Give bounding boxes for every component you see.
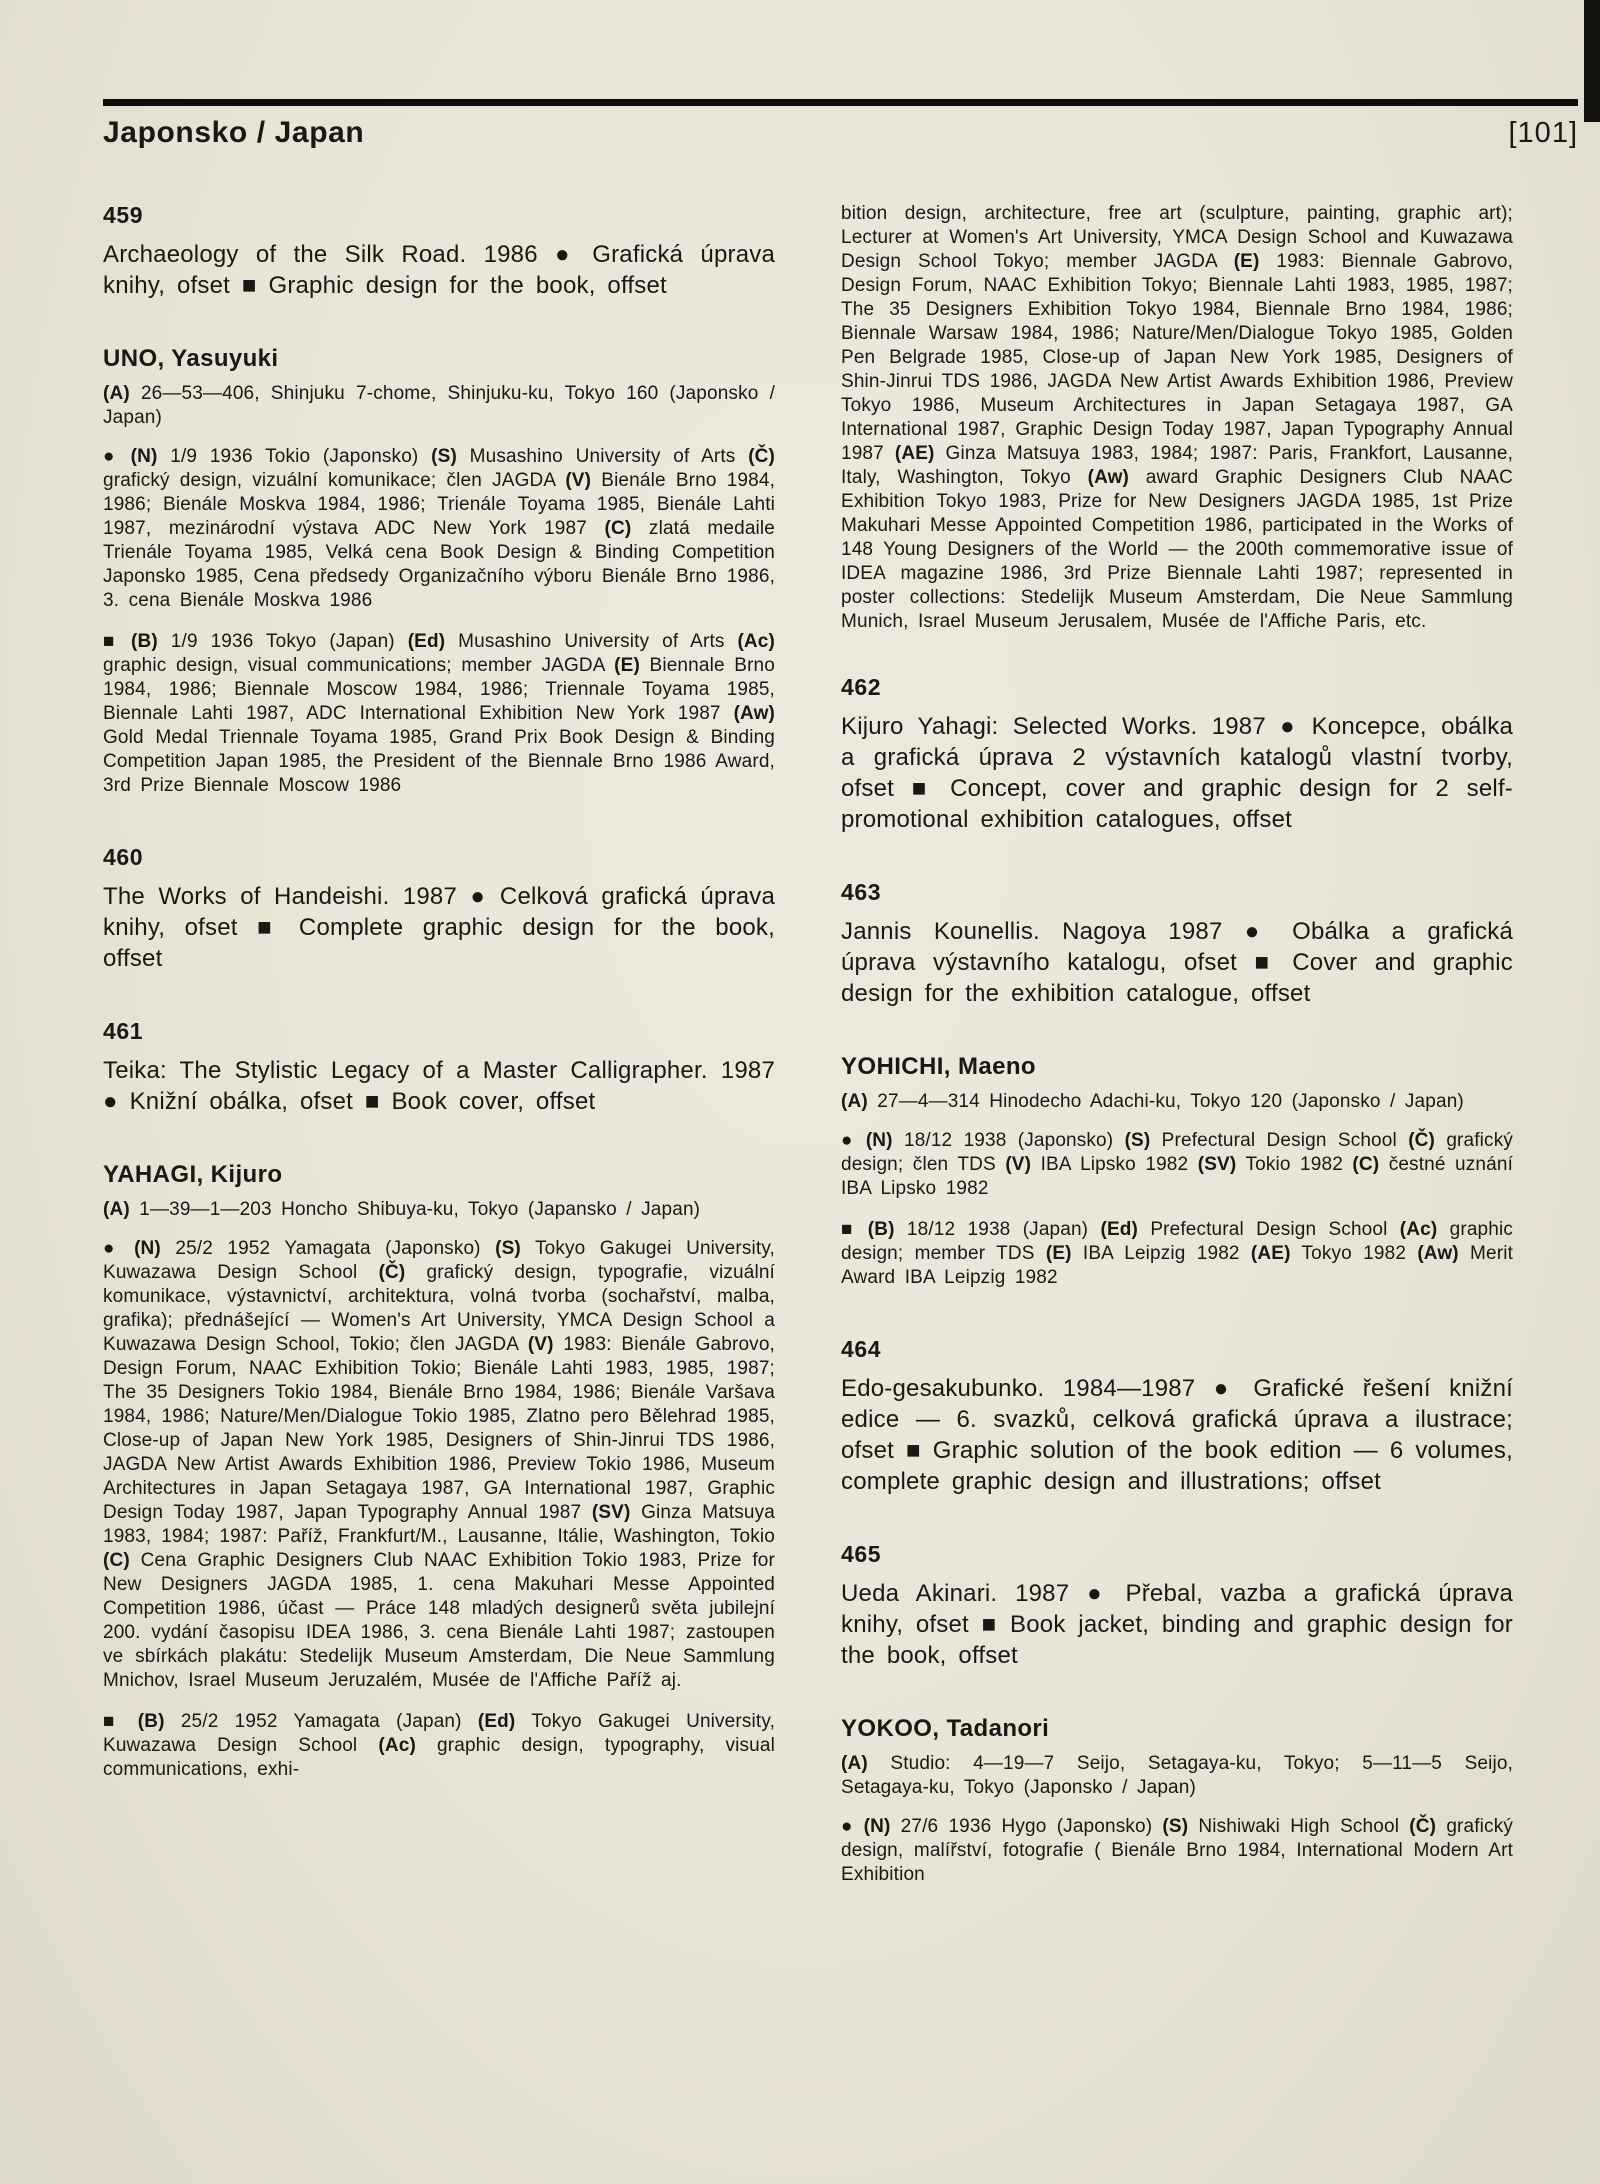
entry-text: Ueda Akinari. 1987 ● Přebal, vazba a grafická úprava knihy, ofset ■ Book jacket, binding and graphic design for the book, offset (841, 1580, 1513, 1669)
designer-bio-czech: ● (N) 1/9 1936 Tokio (Japonsko) (S) Musashino University of Arts (Č) grafický design, vizuální komunikace; člen JAGDA (V) Bienále Brno 1984, 1986; Bienále Moskva 1984, 1986; Trienále Toyama 1985, Bienále Lahti 1987, mezinárodní výstava ADC New York 1987 (C) zlatá medaile Trienále Toyama 1985, Velká cena Book Design & Binding Competition Japonsko 1985, Cena předsedy Organizačního výboru Bienále Brno 1986, 3. cena Bienále Moskva 1986 (103, 446, 776, 611)
entry-number: 463 (841, 879, 882, 905)
entry-number: 460 (103, 844, 144, 870)
entry-text: Edo-gesakubunko. 1984—1987 ● Grafické řešení knižní edice — 6. svazků, celková grafická úprava a ilustrace; ofset ■ Graphic solution of the book edition — 6 volumes, complete graphic design and illustrations; offset (841, 1375, 1513, 1495)
designer-name: YOKOO, Tadanori (841, 1715, 1050, 1742)
catalog-entry-460 (103, 844, 775, 974)
catalog-entry-462 (841, 674, 1513, 835)
designer-name: UNO, Yasuyuki (103, 345, 279, 372)
designer-name: YAHAGI, Kijuro (103, 1161, 283, 1188)
designer-bio-english: ■ (B) 1/9 1936 Tokyo (Japan) (Ed) Musashino University of Arts (Ac) graphic design, visual communications; member JAGDA (E) Biennale Brno 1984, 1986; Biennale Moscow 1984, 1986; Triennale Toyama 1985, Biennale Lahti 1987, ADC International Exhibition New York 1987 (Aw) Gold Medal Triennale Toyama 1985, Grand Prix Book Design & Binding Competition Japan 1985, the President of the Biennale Brno 1986 Award, 3rd Prize Biennale Moscow 1986 (103, 631, 775, 796)
entry-number: 464 (841, 1336, 882, 1362)
catalog-entry-461 (103, 1018, 775, 1117)
entry-number: 462 (841, 674, 882, 700)
designer-address: (A) 1—39—1—203 Honcho Shibuya-ku, Tokyo (Japansko / Japan) (103, 1199, 701, 1220)
designer-bio-czech: ● (N) 18/12 1938 (Japonsko) (S) Prefectural Design School (Č) grafický design; člen TDS (V) IBA Lipsko 1982 (SV) Tokio 1982 (C) čestné uznání IBA Lipsko 1982 (841, 1130, 1513, 1199)
entry-text: Jannis Kounellis. Nagoya 1987 ● Obálka a grafická úprava výstavního katalogu, ofset ■ Cover and graphic design for the exhibition catalogue, offset (841, 918, 1513, 1007)
entry-number: 465 (841, 1541, 882, 1567)
catalog-entry-463 (841, 879, 1513, 1009)
designer-section-yokoo (841, 1715, 1513, 1887)
right-column (841, 202, 1513, 1933)
designer-bio-czech: ● (N) 27/6 1936 Hygo (Japonsko) (S) Nishiwaki High School (Č) grafický design, malířství, fotografie ( Bienále Brno 1984, International Modern Art Exhibition (841, 1816, 1513, 1885)
entry-text: Teika: The Stylistic Legacy of a Master Calligrapher. 1987 ● Knižní obálka, ofset ■ Book cover, offset (103, 1057, 775, 1115)
designer-section-yohichi (841, 1053, 1513, 1290)
entry-text: Kijuro Yahagi: Selected Works. 1987 ● Koncepce, obálka a grafická úprava 2 výstavních katalogů vlastní tvorby, ofset ■ Concept, cover and graphic design for 2 self-promotional exhibition catalogues, offset (841, 713, 1513, 833)
section-title: Japonsko / Japan (103, 116, 365, 149)
designer-bio-english: ■ (B) 18/12 1938 (Japan) (Ed) Prefectural Design School (Ac) graphic design; member TDS (E) IBA Leipzig 1982 (AE) Tokyo 1982 (Aw) Merit Award IBA Leipzig 1982 (841, 1219, 1514, 1288)
catalog-entry-459 (103, 202, 775, 301)
catalog-entry-464 (841, 1336, 1513, 1497)
scan-artifact (1584, 0, 1600, 122)
two-column-layout (103, 202, 1513, 1933)
designer-bio-english-continuation: bition design, architecture, free art (sculpture, painting, graphic art); Lecturer at Women's Art University, YMCA Design School and Kuwazawa Design School Tokyo; member JAGDA (E) 1983: Biennale Gabrovo, Design Forum, NAAC Exhibition Tokyo; Biennale Lahti 1983, 1985, 1987; The 35 Designers Exhibition Tokyo 1984, Biennale Brno 1984, 1986; Biennale Warsaw 1984, 1986; Nature/Men/Dialogue Tokyo 1985, Golden Pen Belgrade 1985, Close-up of Japan New York 1985, Designers of Shin-Jinrui TDS 1986, JAGDA New Artist Awards Exhibition 1986, Preview Tokyo 1986, Museum Architectures in Japan Setagaya 1987, GA International 1987, Graphic Design Today 1987, Japan Typography Annual 1987 (AE) Ginza Matsuya 1983, 1984; 1987: Paris, Frankfort, Lausanne, Italy, Washington, Tokyo (Aw) award Graphic Designers Club NAAC Exhibition Tokyo 1983, Prize for New Designers JAGDA 1985, 1st Prize Makuhari Messe Appointed Competition 1986, participated in the Works of 148 Young Designers of the World — the 200th commemorative issue of IDEA magazine 1986, 3rd Prize Biennale Lahti 1987; represented in poster collections: Stedelijk Museum Amsterdam, Die Neue Sammlung Munich, Israel Museum Jerusalem, Musée de l'Affiche Paris, etc. (841, 203, 1514, 632)
designer-bio-czech: ● (N) 25/2 1952 Yamagata (Japonsko) (S) Tokyo Gakugei University, Kuwazawa Design School (Č) grafický design, typografie, vizuální komunikace, výstavnictví, architektura, volná tvorba (sochařství, malba, grafika); přednášející — Women's Art University, YMCA Design School a Kuwazawa Design School, Tokio; člen JAGDA (V) 1983: Bienále Gabrovo, Design Forum, NAAC Exhibition Tokio; Bienále Lahti 1983, 1985, 1987; The 35 Designers Tokio 1984, Bienále Brno 1984, 1986; Bienále Varšava 1984, 1986; Nature/Men/Dialogue Tokio 1985, Zlatno pero Bělehrad 1985, Close-up of Japan New York 1985, Designers of Shin-Jinrui TDS 1986, JAGDA New Artist Awards Exhibition 1986, Preview Tokio 1986, Museum Architectures in Japan Setagaya 1987, GA International 1987, Graphic Design Today 1987, Japan Typography Annual 1987 (SV) Ginza Matsuya 1983, 1984; 1987: Paříž, Frankfurt/M., Lausanne, Itálie, Washington, Tokio (C) Cena Graphic Designers Club NAAC Exhibition Tokio 1983, Prize for New Designers JAGDA 1985, 1. cena Makuhari Messe Appointed Competition 1986, účast — Práce 148 mladých designerů světa jubilejní 200. vydání časopisu IDEA 1986, 3. cena Bienále Lahti 1987; zastoupen ve sbírkách plakátu: Stedelijk Museum Amsterdam, Die Neue Sammlung Mnichov, Israel Museum Jeruzalém, Musée de l'Affiche Paříž aj. (103, 1238, 775, 1691)
designer-address: (A) Studio: 4—19—7 Seijo, Setagaya-ku, Tokyo; 5—11—5 Seijo, Setagaya-ku, Tokyo (Japonsko / Japan) (841, 1753, 1513, 1798)
designer-name: YOHICHI, Maeno (841, 1053, 1036, 1080)
designer-bio-english-part: ■ (B) 25/2 1952 Yamagata (Japan) (Ed) Tokyo Gakugei University, Kuwazawa Design School (Ac) graphic design, typography, visual communications, exhi- (103, 1711, 775, 1780)
entry-text: Archaeology of the Silk Road. 1986 ● Grafická úprava knihy, ofset ■ Graphic design for the book, offset (103, 241, 775, 299)
entry-number: 461 (103, 1018, 144, 1044)
designer-section-uno (103, 345, 775, 798)
designer-address: (A) 27—4—314 Hinodecho Adachi-ku, Tokyo 120 (Japonsko / Japan) (841, 1091, 1464, 1112)
page-header (103, 116, 1578, 150)
page-number: [101] (1508, 117, 1578, 149)
catalog-entry-465 (841, 1541, 1513, 1671)
entry-text: The Works of Handeishi. 1987 ● Celková grafická úprava knihy, ofset ■ Complete graphic design for the book, offset (103, 883, 775, 972)
designer-address: (A) 26—53—406, Shinjuku 7-chome, Shinjuku-ku, Tokyo 160 (Japonsko / Japan) (103, 383, 775, 428)
header-rule (103, 99, 1578, 106)
left-column (103, 202, 775, 1933)
entry-number: 459 (103, 202, 144, 228)
designer-section-yahagi (103, 1161, 775, 1782)
